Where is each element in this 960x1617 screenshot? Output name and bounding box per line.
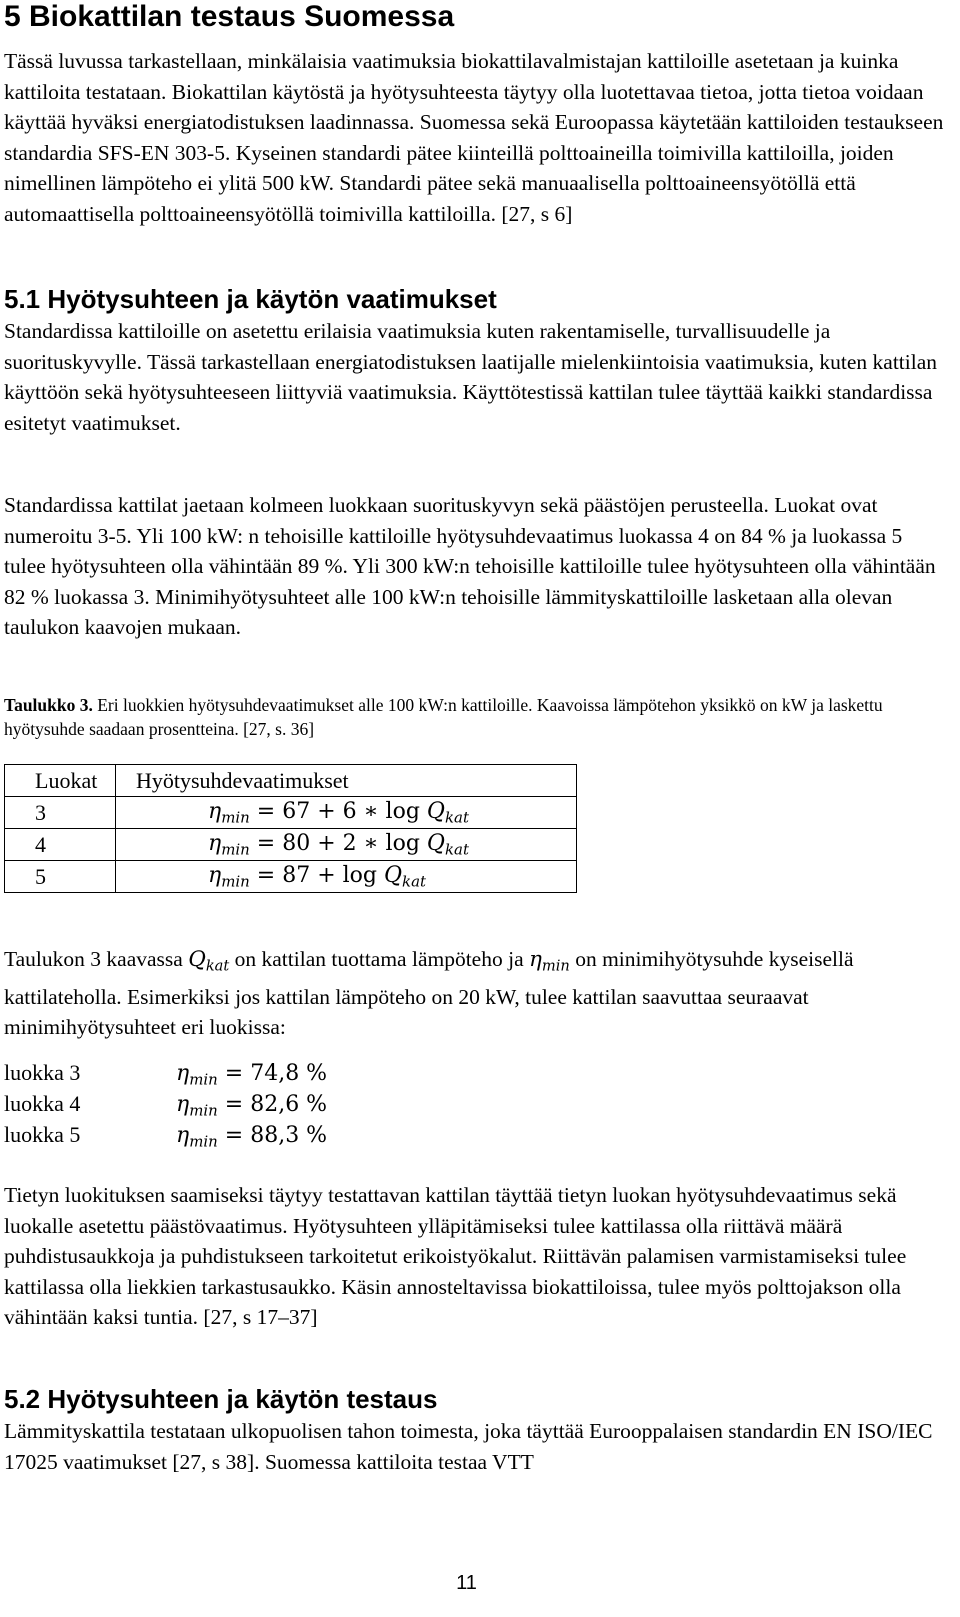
table-cell-luokka: 5	[5, 861, 116, 893]
example-value: = 82,6 %	[217, 1092, 328, 1117]
example-label: luokka 3	[4, 1060, 81, 1085]
example-eta-sub: min	[189, 1070, 218, 1089]
para3-text-b: on kattilan tuottama lämpöteho ja	[229, 947, 529, 971]
formula-q-sub: kat	[444, 840, 469, 859]
section-5-1-title: 5.1 Hyötysuhteen ja käytön vaatimukset	[4, 284, 497, 314]
para3-text-a: Taulukon 3 kaavassa	[4, 947, 189, 971]
example-row	[4, 1120, 327, 1156]
section-5-2-title: 5.2 Hyötysuhteen ja käytön testaus	[4, 1384, 438, 1414]
formula-eta-sub: min	[221, 872, 250, 891]
table-row	[5, 861, 577, 893]
para3-text-c: on minimihyötysuhde kyseisellä kattilateholla. Esimerkiksi jos kattilan lämpöteho on 20 kW, tulee kattilan saavuttaa seuraavat minimihyötysuhteet eri luokissa:	[4, 947, 854, 1040]
formula-q: Q	[426, 831, 445, 857]
table-caption	[4, 693, 944, 741]
example-eta-sub: min	[189, 1101, 218, 1120]
table-cell-formula	[116, 861, 577, 893]
example-eta: η	[176, 1061, 190, 1086]
example-eta: η	[176, 1123, 190, 1148]
formula-eta: η	[208, 863, 222, 889]
para3-q: Q	[188, 947, 206, 972]
formula-q: Q	[383, 863, 403, 889]
table-header-requirements: Hyötysuhdevaatimukset	[116, 765, 577, 797]
formula-eta: η	[208, 799, 222, 825]
example-label: luokka 5	[4, 1122, 81, 1147]
section-5-2-paragraph-1: Lämmityskattila testataan ulkopuolisen tahon toimesta, joka täyttää Eurooppalaisen standardin EN ISO/IEC 17025 vaatimukset [27, s 38]. Suomessa kattiloita testaa VTT	[4, 1419, 933, 1474]
formula-rhs: = 67 + 6 ∗ log	[249, 799, 427, 825]
page-number: 11	[456, 1572, 477, 1594]
table-cell-formula	[116, 829, 577, 861]
efficiency-requirements-table	[4, 764, 577, 893]
para3-eta: η	[529, 947, 542, 972]
table-caption-text: Eri luokkien hyötysuhdevaatimukset alle 100 kW:n kattiloille. Kaavoissa lämpötehon yksikkö on kW ja laskettu hyötysuhde saadaan prosentteina. [27, s. 36]	[4, 695, 883, 739]
chapter-intro-paragraph: Tässä luvussa tarkastellaan, minkälaisia vaatimuksia biokattilavalmistajan kattiloille asetetaan ja kuinka kattiloita testataan. Biokattilan käytöstä ja hyötysuhteesta täytyy olla luotettavaa tietoa, jotta tietoa voidaan käyttää hyväksi energiatodistuksen laadinnassa. Suomessa sekä Euroopassa käytetään kattiloiden testaukseen standardia SFS-EN 303-5. Kyseinen standardi pätee kiinteillä polttoaineilla toimivilla kattiloilla, joiden nimellinen lämpöteho ei ylitä 500 kW. Standardi pätee sekä manuaalisella polttoaineensyötöllä että automaattisella polttoaineensyötöllä toimivilla kattiloilla. [27, s 6]	[4, 49, 944, 226]
example-eta: η	[176, 1092, 190, 1117]
formula-eta-sub: min	[221, 840, 250, 859]
table-cell-formula	[116, 797, 577, 829]
para3-q-sub: kat	[205, 957, 230, 975]
formula-q-sub: kat	[402, 872, 427, 891]
table-caption-label: Taulukko 3.	[4, 695, 93, 715]
table-row	[5, 797, 577, 829]
formula-eta: η	[208, 831, 222, 857]
chapter-title: 5 Biokattilan testaus Suomessa	[4, 0, 455, 33]
table-cell-luokka: 4	[5, 829, 116, 861]
formula-q-sub: kat	[444, 808, 469, 827]
table-row	[5, 829, 577, 861]
table-header-row	[5, 765, 577, 797]
section-5-1-paragraph-4: Tietyn luokituksen saamiseksi täytyy testattavan kattilan täyttää tietyn luokan hyötysuhdevaatimus sekä luokalle asetettu päästövaatimus. Hyötysuhteen ylläpitämiseksi tulee kattilassa olla riittävä määrä puhdistusaukkoja ja puhdistukseen tarkoitetut erikoistyökalut. Riittävän palamisen varmistamiseksi tulee kattilassa olla liekkien tarkastusaukko. Käsin annosteltavissa biokattiloissa, tulee myös polttojakson olla vähintään kaksi tuntia. [27, s 17–37]	[4, 1183, 907, 1329]
formula-q: Q	[426, 799, 445, 825]
section-5-1-paragraph-2: Standardissa kattilat jaetaan kolmeen luokkaan suorituskyvyn sekä päästöjen perusteella. Luokat ovat numeroitu 3-5. Yli 100 kW: n tehoisille kattiloille hyötysuhdevaatimus luokassa 4 on 84 % ja luokassa 5 tulee hyötysuhteen olla vähintään 89 %. Yli 300 kW:n tehoisille kattiloille tulee hyötysuhteen olla vähintään 82 % luokassa 3. Minimihyötysuhteet alle 100 kW:n tehoisille lämmityskattiloille lasketaan alla olevan taulukon kaavojen mukaan.	[4, 493, 936, 639]
table-header-luokat: Luokat	[5, 765, 116, 797]
table-cell-luokka: 3	[5, 797, 116, 829]
formula-rhs: = 87 + log	[249, 863, 384, 889]
example-label: luokka 4	[4, 1091, 81, 1116]
section-5-1-paragraph-3	[4, 944, 944, 1043]
example-eta-sub: min	[189, 1132, 218, 1151]
example-value: = 74,8 %	[217, 1061, 328, 1086]
formula-eta-sub: min	[221, 808, 250, 827]
formula-rhs: = 80 + 2 ∗ log	[249, 831, 427, 857]
example-value: = 88,3 %	[217, 1123, 328, 1148]
section-5-1-paragraph-1: Standardissa kattiloille on asetettu erilaisia vaatimuksia kuten rakentamiselle, turvallisuudelle ja suorituskyvylle. Tässä tarkastellaan energiatodistuksen laatijalle mielenkiintoisia vaatimuksia, kuten kattilan käyttöön sekä hyötysuhteeseen liittyviä vaatimuksia. Käyttötestissä kattilan tulee täyttää kaikki standardissa esitetyt vaatimukset.	[4, 319, 938, 435]
para3-eta-sub: min	[541, 957, 570, 975]
